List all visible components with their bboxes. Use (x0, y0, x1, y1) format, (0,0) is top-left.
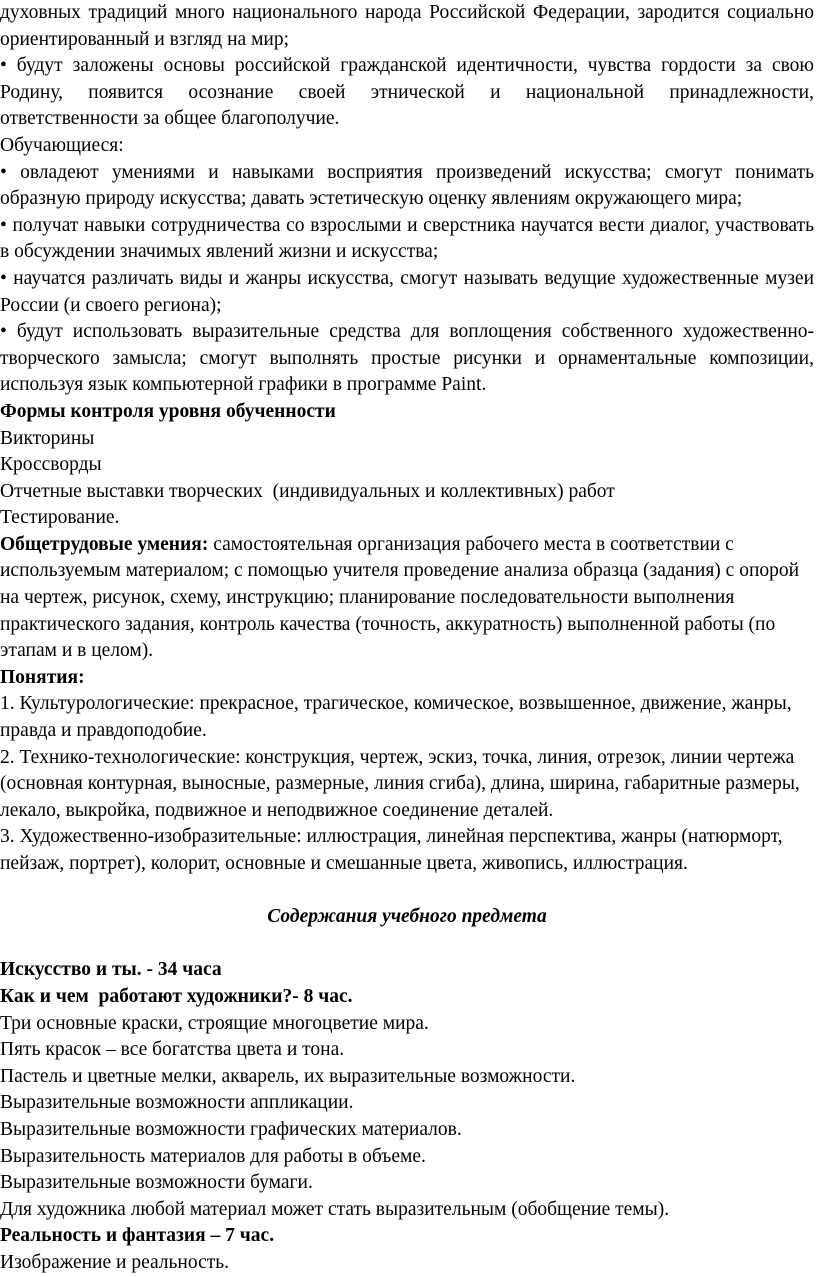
lesson-item: Для художника любой материал может стать выразительным (обобщение темы). (0, 1198, 670, 1220)
outcome-bullet-expression: • будут использовать выразительные средства для воплощения собственного художественно-творческого замысла; смогут выполнять простые рисунки и орнаментальные композиции, используя язык компьютерной графики в программе Paint. (0, 321, 814, 396)
concepts-heading: Понятия: (0, 666, 85, 688)
students-label: Обучающиеся: (0, 134, 124, 156)
section-title: Искусство и ты. - 34 часа (0, 959, 222, 981)
lesson-item: Три основные краски, строящие многоцветие мира. (0, 1012, 429, 1034)
subsection-title: Реальность и фантазия – 7 час. (0, 1225, 275, 1247)
concept-item: 3. Художественно-изобразительные: иллюстрация, линейная перспектива, жанры (натюрморт, пейзаж, портрет), колорит, основные и смешанные цвета, живопись, иллюстрация. (0, 826, 783, 874)
control-item: Викторины (0, 427, 95, 449)
skills-label: Общетрудовые умения: (0, 533, 209, 555)
control-item: Отчетные выставки творческих (индивидуальных и коллективных) работ (0, 480, 615, 502)
spacer (0, 878, 814, 905)
control-item: Тестирование. (0, 507, 120, 529)
intro-paragraph: духовных традиций много национального народа Российской Федерации, зародится социально ориентированный и взгляд на мир; (0, 2, 814, 50)
lesson-item: Выразительность материалов для работы в объеме. (0, 1145, 426, 1167)
lesson-item: Пять красок – все богатства цвета и тона. (0, 1039, 345, 1061)
skills-text: самостоятельная организация рабочего места в соответствии с используемым материалом; с помощью учителя проведение анализа образца (задания) с опорой на чертеж, рисунок, схему, инструкцию; планирование последовательности выполнения практического задания, контроль качества (точность, аккуратность) выполненной работы (по этапам и в целом). (0, 533, 800, 662)
lesson-item: Выразительные возможности бумаги. (0, 1172, 313, 1194)
concept-item: 2. Технико-технологические: конструкция, чертеж, эскиз, точка, линия, отрезок, линии чертежа (основная контурная, выносные, размерные, линия сгиба), длина, ширина, габаритные размеры, лекало, выкройка, подвижное и неподвижное соединение деталей. (0, 746, 800, 821)
lesson-item: Пастель и цветные мелки, акварель, их выразительные возможности. (0, 1065, 576, 1087)
spacer (0, 931, 814, 958)
lesson-item: Выразительные возможности графических материалов. (0, 1118, 462, 1140)
lesson-item: Изображение и реальность. (0, 1251, 230, 1273)
control-item: Кроссворды (0, 454, 102, 476)
outcome-bullet-genres: • научатся различать виды и жанры искусства, смогут называть ведущие художественные музеи России (и своего региона); (0, 267, 814, 316)
outcome-bullet-cooperation: • получат навыки сотрудничества со взрослыми и сверстника научатся вести диалог, участвовать в обсуждении значимых явлений жизни и искусства; (0, 214, 814, 263)
skills-paragraph (0, 532, 814, 665)
lesson-item: Выразительные возможности аппликации. (0, 1092, 354, 1114)
outcome-bullet-perception: • овладеют умениями и навыками восприятия произведений искусства; смогут понимать образную природу искусства; давать эстетическую оценку явлениям окружающего мира; (0, 161, 814, 210)
outcome-bullet-identity: • будут заложены основы российской гражданской идентичности, чувства гордости за свою Родину, появится осознание своей этнической и национальной принадлежности, ответственности за общее благополучие. (0, 55, 814, 130)
content-heading: Содержания учебного предмета (267, 906, 547, 928)
concept-item: 1. Культурологические: прекрасное, трагическое, комическое, возвышенное, движение, жанры, правда и правдоподобие. (0, 693, 792, 742)
subsection-title: Как и чем работают художники?- 8 час. (0, 985, 353, 1007)
control-heading: Формы контроля уровня обученности (0, 400, 336, 422)
